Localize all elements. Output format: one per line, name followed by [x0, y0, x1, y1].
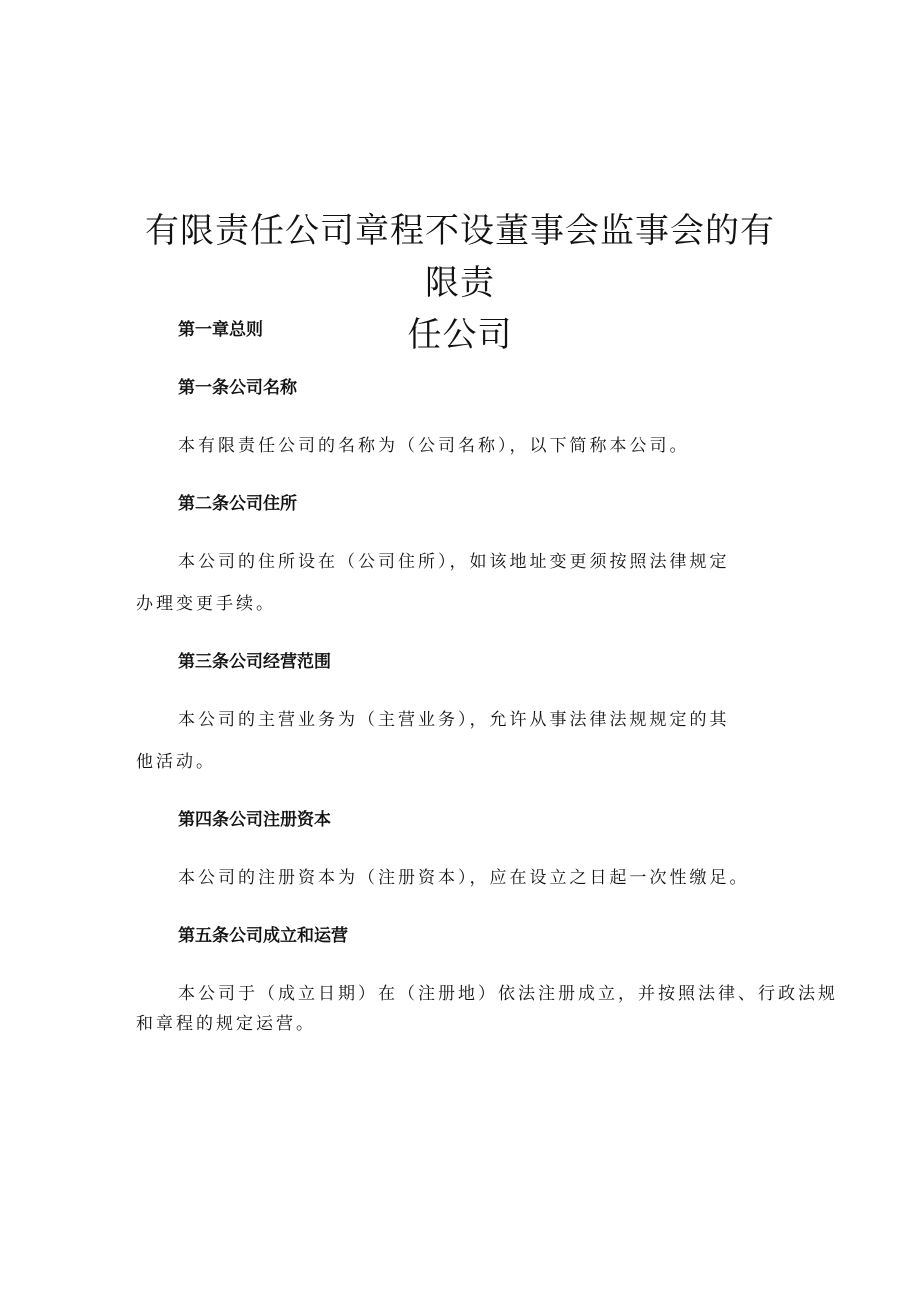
article-2-text-line-2: 办理变更手续。 [136, 594, 276, 614]
article-5-text-line-1: 本公司于（成立日期）在（注册地）依法注册成立，并按照法律、行政法规 [178, 984, 838, 1004]
article-5-text-line-2: 和章程的规定运营。 [136, 1014, 316, 1034]
article-2-text-line-1: 本公司的住所设在（公司住所），如该地址变更须按照法律规定 [178, 552, 730, 572]
article-3-text-line-1: 本公司的主营业务为（主营业务），允许从事法律法规规定的其 [178, 710, 730, 730]
article-1-text: 本有限责任公司的名称为（公司名称），以下简称本公司。 [178, 436, 690, 456]
article-5-heading: 第五条公司成立和运营 [178, 926, 348, 946]
title-line-2: 任公司 [407, 315, 513, 355]
chapter-1-heading: 第一章总则 [178, 320, 263, 340]
title-line-1: 有限责任公司章程不设董事会监事会的有限责 [145, 211, 775, 303]
article-1-heading: 第一条公司名称 [178, 378, 297, 398]
article-4-text: 本公司的注册资本为（注册资本），应在设立之日起一次性缴足。 [178, 868, 750, 888]
article-4-heading: 第四条公司注册资本 [178, 810, 331, 830]
article-3-heading: 第三条公司经营范围 [178, 652, 331, 672]
article-3-text-line-2: 他活动。 [136, 752, 216, 772]
article-2-heading: 第二条公司住所 [178, 494, 297, 514]
